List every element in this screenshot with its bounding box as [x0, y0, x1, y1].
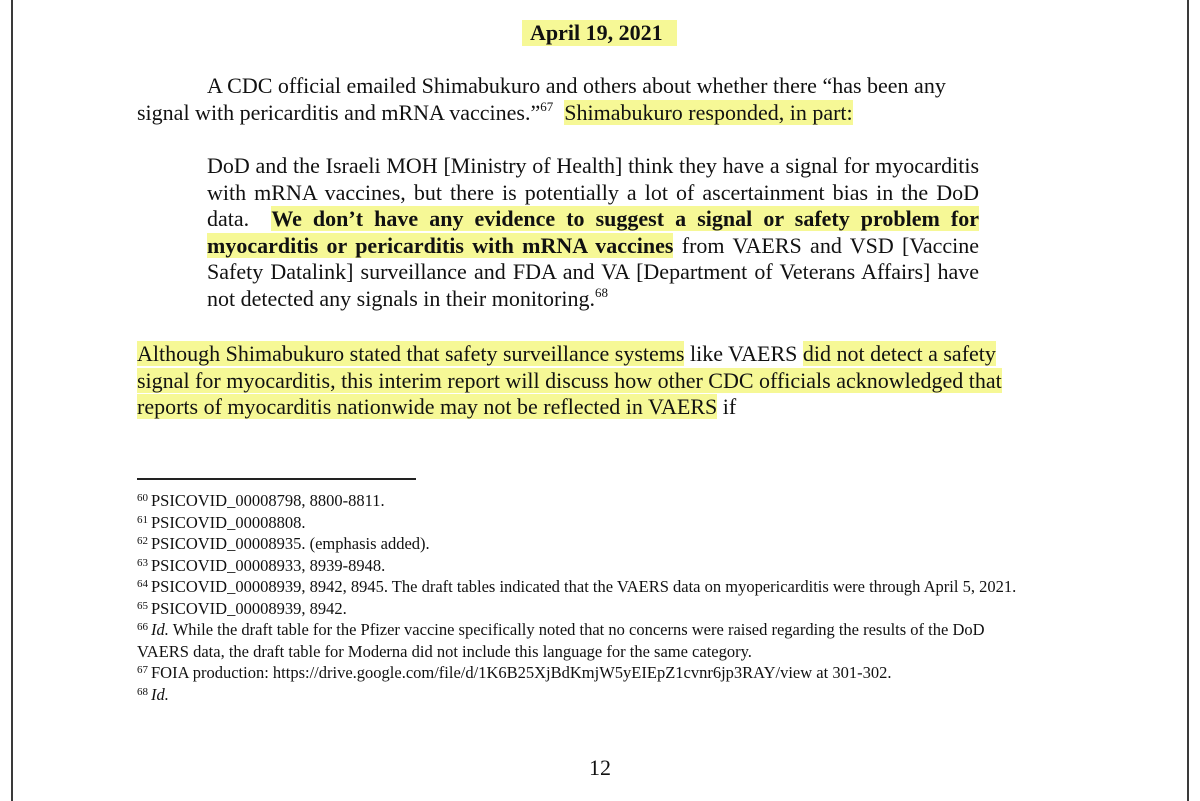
footnote-text: PSICOVID_00008939, 8942. [151, 598, 347, 618]
footnote-number: 60 [137, 492, 148, 504]
footnote-61 [137, 512, 1037, 534]
footnote-65 [137, 598, 1037, 620]
footnote-64 [137, 576, 1037, 598]
footnote-id-italic: Id. [151, 684, 169, 704]
footnote-text: PSICOVID_00008935. (emphasis added). [151, 534, 430, 553]
footnote-text: FOIA production: https://drive.google.com/file/d/1K6B25XjBdKmjW5yEIEpZ1cvnr6jp3RAY/view at 301-302. [151, 663, 892, 682]
footnote-text: While the draft table for the Pfizer vaccine specifically noted that no concerns were raised regarding the results of the DoD VAERS data, the draft table for Moderna did not include this language for the same category. [137, 620, 985, 661]
intro-paragraph [137, 72, 997, 126]
footnote-66 [137, 619, 1037, 662]
conclusion-highlight-1: Although Shimabukuro stated that safety surveillance systems [137, 341, 685, 366]
footnote-number: 64 [137, 578, 148, 590]
quote-emphasis: We don’t have any evidence to suggest a signal or safety problem for myocarditis or pericarditis with mRNA vaccines [207, 206, 980, 258]
footnote-id-italic: Id. [151, 620, 169, 639]
footnote-68 [137, 684, 1037, 706]
footnote-number: 62 [137, 535, 148, 547]
intro-highlight: Shimabukuro responded, in part: [564, 100, 853, 125]
footnote-number: 66 [137, 621, 148, 633]
window-border-right [1187, 0, 1189, 801]
quote-text-2: from VAERS and VSD [Vaccine Safety Datalink] surveillance and FDA and VA [Department of Veterans Affairs] have not detected any signals in their monitoring. [207, 232, 980, 311]
footnote-67 [137, 662, 1037, 684]
conclusion-highlight-2: did not detect a safety signal for myocarditis, this interim report will discuss how other CDC officials acknowledged that reports of myocarditis nationwide may not be reflected in VAERS [137, 341, 1002, 419]
footnote-62 [137, 533, 1037, 555]
conclusion-plain-2: if [722, 394, 737, 419]
footnote-list [137, 490, 1037, 705]
footnote-63 [137, 555, 1037, 577]
conclusion-plain-1: like VAERS [689, 341, 798, 366]
footnote-number: 63 [137, 556, 148, 569]
footnote-number: 61 [137, 513, 148, 526]
section-date-heading: April 19, 2021 [522, 20, 677, 46]
block-quote [207, 153, 979, 312]
footnote-60 [137, 490, 1037, 512]
quote-text-1: DoD and the Israeli MOH [Ministry of Health] think they have a signal for myocarditis with mRNA vaccines, but there is potentially a lot of ascertainment bias in the DoD data. [207, 153, 979, 231]
page-number: 12 [589, 755, 611, 780]
footnote-text: PSICOVID_00008933, 8939-8948. [151, 555, 386, 575]
footnote-separator [137, 478, 416, 480]
conclusion-paragraph [137, 341, 1007, 421]
footnote-ref-68: 68 [594, 284, 608, 300]
footnote-text: PSICOVID_00008939, 8942, 8945. The draft tables indicated that the VAERS data on myopericarditis were through April 5, 2021. [151, 577, 1017, 596]
footnote-text: PSICOVID_00008798, 8800-8811. [151, 491, 385, 510]
footnote-number: 65 [137, 599, 148, 612]
footnote-ref-67: 67 [540, 99, 554, 114]
intro-text: A CDC official emailed Shimabukuro and others about whether there “has been any signal with pericarditis and mRNA vaccines.” [137, 73, 946, 125]
footnote-number: 67 [137, 664, 148, 676]
footnote-number: 68 [137, 685, 148, 698]
footnote-text: PSICOVID_00008808. [151, 512, 306, 532]
